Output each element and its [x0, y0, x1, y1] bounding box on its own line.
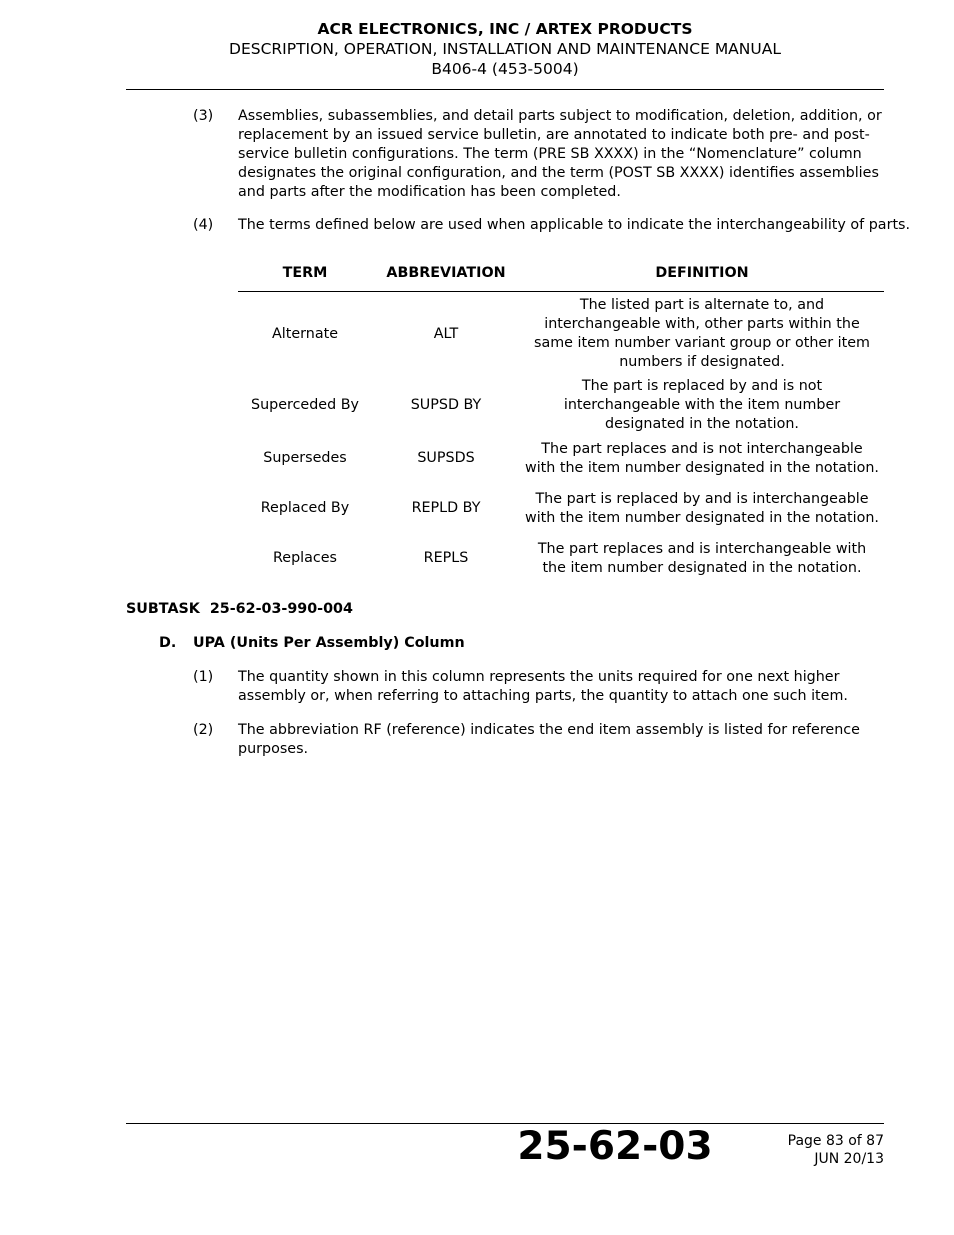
paragraph-text: The quantity shown in this column represents the units required for one next higher assembly or, when referring to attaching parts, the quantity to attach one such item.	[238, 669, 848, 704]
paragraph-number: (4)	[193, 217, 214, 233]
subtask-label: SUBTASK 25-62-03-990-004	[126, 601, 353, 617]
manual-title: DESCRIPTION, OPERATION, INSTALLATION AND MAINTENANCE MANUAL	[229, 40, 781, 58]
column-header-abbreviation: ABBREVIATION	[372, 256, 520, 292]
column-header-definition: DEFINITION	[520, 256, 884, 292]
table-row	[238, 292, 884, 377]
section-letter: D.	[159, 635, 177, 651]
table-header-row	[238, 256, 884, 292]
page-number: Page 83 of 87	[787, 1133, 884, 1149]
paragraph-number: (2)	[193, 722, 214, 738]
column-header-term: TERM	[238, 256, 372, 292]
model-number: B406-4 (453-5004)	[431, 60, 579, 78]
company-name: ACR ELECTRONICS, INC / ARTEX PRODUCTS	[317, 20, 693, 38]
paragraph-text: The terms defined below are used when applicable to indicate the interchangeability of parts.	[238, 217, 911, 233]
term-cell: Replaces	[272, 550, 337, 566]
abbreviation-cell: REPLD BY	[411, 500, 481, 516]
header-divider	[126, 89, 884, 90]
table-row	[238, 434, 884, 484]
definition-cell: The part is replaced by and is interchangeable with the item number designated in the notation.	[525, 490, 879, 526]
abbreviation-cell: SUPSD BY	[410, 396, 482, 413]
term-cell: Supersedes	[263, 450, 347, 466]
term-cell: Replaced By	[260, 500, 350, 516]
table-row	[238, 484, 884, 534]
definition-cell: The part is replaced by and is not interchangeable with the item number designated in the notation.	[563, 377, 841, 432]
definition-cell: The part replaces and is interchangeable with the item number designated in the notation.	[537, 540, 867, 576]
term-cell: Alternate	[271, 325, 338, 342]
page-info	[788, 1132, 884, 1168]
page-header	[126, 19, 884, 79]
paragraph-number: (3)	[193, 108, 214, 124]
table-row	[238, 377, 884, 434]
paragraph-number: (1)	[193, 669, 214, 685]
paragraph-text: Assemblies, subassemblies, and detail parts subject to modification, deletion, addition, or replacement by an issued service bulletin, are annotated to indicate both pre- and post-service bulletin configurations. The term (PRE SB XXXX) in the “Nomenclature” column designates the original configuration, and the term (POST SB XXXX) identifies assemblies and parts after the modification has been completed.	[238, 108, 882, 200]
term-cell: Superceded By	[251, 396, 359, 413]
table-row	[238, 534, 884, 584]
abbreviation-cell: REPLS	[423, 550, 469, 566]
definition-cell: The listed part is alternate to, and interchangeable with, other parts within the same item number variant group or other item numbers if designated.	[534, 297, 870, 371]
interchangeability-table	[238, 256, 884, 584]
section-heading	[159, 634, 465, 653]
paragraph-text: The abbreviation RF (reference) indicates the end item assembly is listed for reference purposes.	[238, 722, 860, 757]
abbreviation-cell: ALT	[433, 325, 459, 342]
definition-cell: The part replaces and is not interchangeable with the item number designated in the notation.	[525, 440, 879, 476]
revision-date: JUN 20/13	[814, 1151, 884, 1167]
section-title: UPA (Units Per Assembly) Column	[193, 635, 465, 651]
abbreviation-cell: SUPSDS	[417, 450, 475, 466]
document-number: 25-62-03	[517, 1124, 713, 1169]
